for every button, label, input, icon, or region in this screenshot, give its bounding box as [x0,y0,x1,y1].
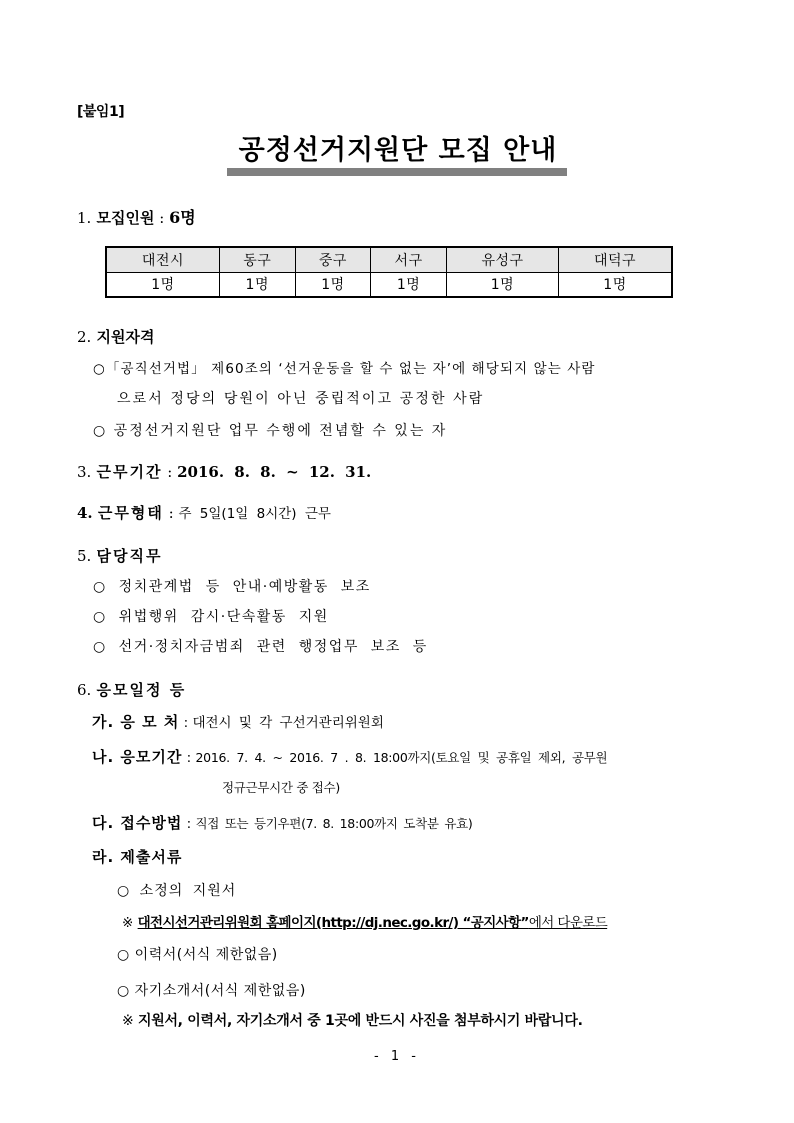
bullet-circle-icon: ○ [93,609,107,625]
bullet-circle-icon: ○ [93,639,107,655]
list-item [93,420,447,440]
section-title: 응모일정 등 [96,681,187,699]
list-item [93,357,596,377]
work-type: 주 5일(1일 8시간) 근무 [178,506,331,522]
reference-mark-icon: ※ [122,915,134,931]
list-item [117,944,278,964]
subsection-ga [92,711,384,732]
section-title: 담당직무 [96,547,163,565]
list-item-text: 소정의 지원서 [139,883,237,899]
table-cell: 1명 [446,272,558,297]
section-5-heading [77,545,163,566]
section-title: 근무형태 [97,504,164,522]
application-period-continuation: 정규근무시간 중 접수) [222,780,340,795]
list-item [117,980,306,1000]
table-cell: 1명 [371,272,447,297]
table-header-cell: 중구 [295,247,371,272]
download-link[interactable] [138,915,608,931]
download-link-suffix: 에서 다운로드 [528,915,608,931]
separator: : [154,209,170,227]
table-cell: 1명 [295,272,371,297]
subsection-ra: 라. 제출서류 [92,848,183,866]
recruit-count: 6명 [169,208,196,227]
table-header-cell: 대전시 [106,247,219,272]
reference-mark-icon: ※ [122,1013,134,1029]
recruit-quota-table [105,246,673,298]
list-item-text: 공정선거지원단 업무 수행에 전념할 수 있는 자 [113,423,448,439]
separator: : [182,816,196,832]
table-header-cell: 유성구 [446,247,558,272]
section-6-heading [77,679,186,700]
separator: : [179,715,193,731]
table-row [106,272,672,297]
bullet-circle-icon: ○ [93,361,106,377]
bullet-circle-icon: ○ [117,883,131,899]
subsection-label: 나. 응모기간 [92,748,183,766]
table-header-row [106,247,672,272]
attachment-label: [붙임1] [77,104,125,120]
section-title: 지원자격 [96,328,155,346]
separator: : [162,463,178,481]
separator: : [163,504,179,522]
section-number: 5. [77,547,92,565]
photo-note [122,1010,583,1030]
document-title: 공정선거지원단 모집 안내 [238,135,558,166]
submission-method: 직접 또는 등기우편(7. 8. 18:00까지 도착분 유효) [195,816,473,831]
list-item-text: 정치관계법 등 안내·예방활동 보조 [118,579,371,595]
list-item [93,576,371,596]
subsection-label: 가. 응 모 처 [92,713,180,731]
download-note [122,911,607,931]
table-cell: 1명 [219,272,295,297]
table-cell: 1명 [106,272,219,297]
section-4-heading [77,502,331,523]
list-item [93,636,428,656]
subsection-label: 다. 접수방법 [92,814,183,832]
list-item-continuation: 으로서 정당의 당원이 아닌 중립적이고 공정한 사람 [117,391,485,407]
section-3-heading [77,461,371,482]
list-item [117,880,236,900]
work-period: 2016. 8. 8. ~ 12. 31. [177,463,372,481]
separator: : [182,750,196,766]
bullet-circle-icon: ○ [117,983,130,999]
list-item-text: 자기소개서(서식 제한없음) [134,983,306,999]
table-header-cell: 서구 [371,247,447,272]
photo-note-text: 지원서, 이력서, 자기소개서 중 1곳에 반드시 사진을 첨부하시기 바랍니다. [138,1013,583,1029]
section-number: 3. [77,463,92,481]
list-item [93,606,329,626]
section-number: 2. [77,328,92,346]
list-item-text: 「공직선거법」 제60조의 ‘선거운동을 할 수 없는 자’에 해당되지 않는 사람 [105,361,596,377]
bullet-circle-icon: ○ [93,423,108,439]
download-link-text: 대전시선거관리위원회 홈페이지(http://dj.nec.go.kr/) “공지사항” [137,915,529,931]
list-item-text: 이력서(서식 제한없음) [134,947,278,963]
bullet-circle-icon: ○ [117,947,130,963]
title-underline-bar [227,168,567,176]
table-header-cell: 대덕구 [559,247,672,272]
application-period: 2016. 7. 4. ~ 2016. 7 . 8. 18:00까지(토요일 및 공휴일 제외, 공무원 [195,750,608,765]
table-cell: 1명 [559,272,672,297]
section-number: 6. [77,681,92,699]
section-title: 모집인원 [96,209,155,227]
list-item-text: 선거·정치자금범죄 관련 행정업무 보조 등 [118,639,428,655]
section-2-heading [77,326,155,347]
section-number: 1. [77,209,92,227]
table-header-cell: 동구 [219,247,295,272]
section-title: 근무기간 [96,463,163,481]
subsection-na [92,746,607,767]
page-number: - 1 - [374,1049,420,1064]
list-item-text: 위법행위 감시·단속활동 지원 [118,609,329,625]
section-number: 4. [77,504,93,522]
subsection-da [92,812,473,833]
bullet-circle-icon: ○ [93,579,107,595]
section-1-heading [77,205,196,228]
application-place: 대전시 및 각 구선거관리위원회 [192,715,384,731]
